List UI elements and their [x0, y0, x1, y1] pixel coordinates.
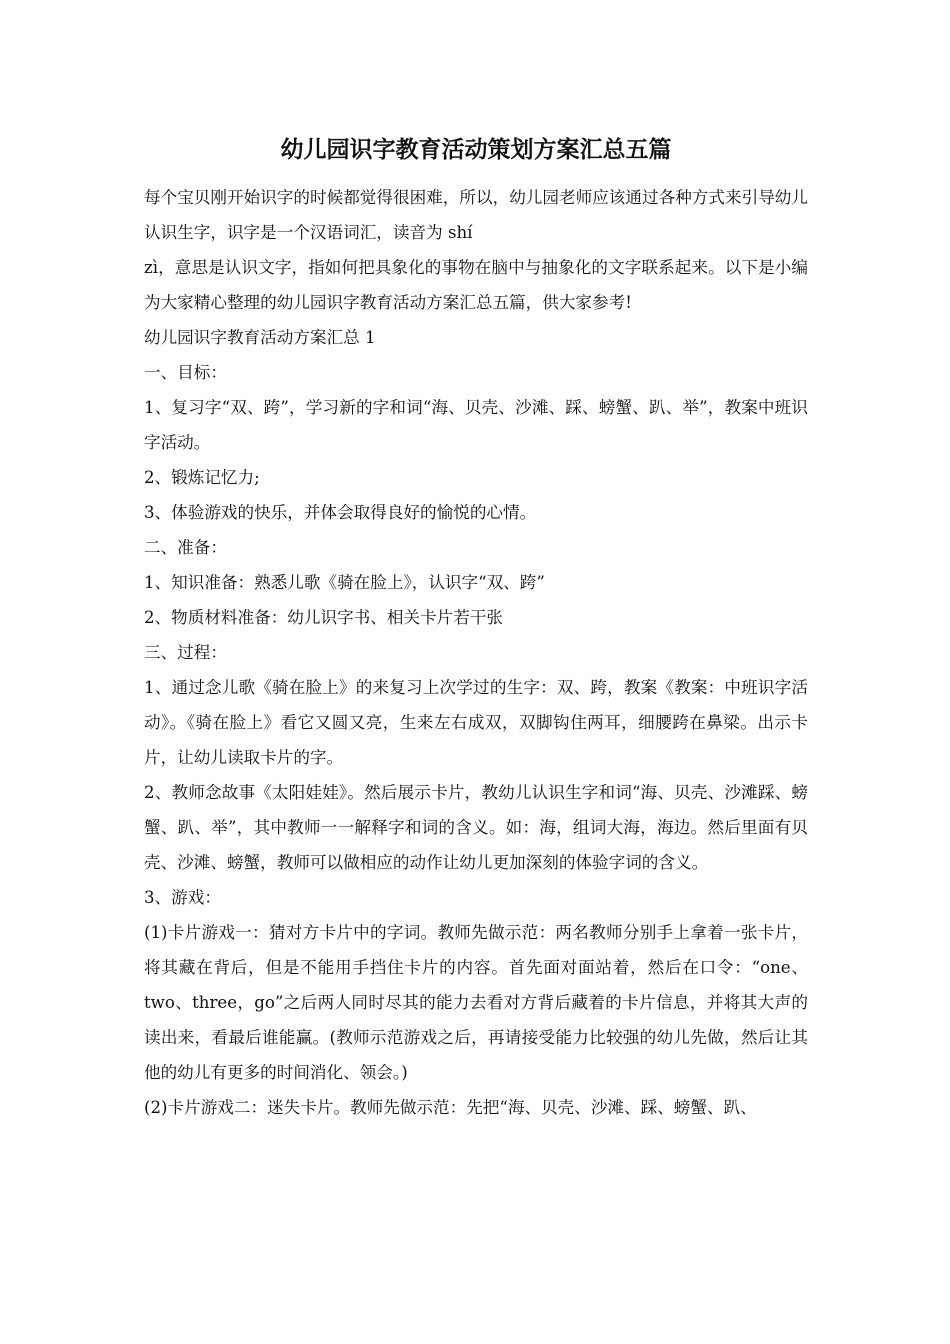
- process-heading: 三、过程：: [144, 643, 227, 662]
- preparation-heading: 二、准备：: [144, 538, 227, 557]
- section-heading: 幼儿园识字教育活动方案汇总 1: [144, 328, 376, 347]
- preparation-item-1: 1、知识准备：熟悉儿歌《骑在脸上》，认识字“双、跨”: [144, 573, 545, 592]
- goal-item-2: 2、锻炼记忆力;: [144, 468, 260, 487]
- document-title: 幼儿园识字教育活动策划方案汇总五篇: [280, 136, 672, 163]
- process-item-2: 2、教师念故事《太阳娃娃》。然后展示卡片，教幼儿认识生字和词“海、贝壳、沙滩踩、螃蟹、趴、举”，其中教师一一解释字和词的含义。如：海，组词大海，海边。然后里面有贝壳、沙滩、螃蟹，教师可以做相应的动作让幼儿更加深刻的体验字词的含义。: [144, 783, 808, 872]
- preparation-item-2: 2、物质材料准备：幼儿识字书、相关卡片若干张: [144, 608, 504, 627]
- intro-paragraph-2: zì，意思是认识文字，指如何把具象化的事物在脑中与抽象化的文字联系起来。以下是小编为大家精心整理的幼儿园识字教育活动方案汇总五篇，供大家参考!: [144, 258, 808, 312]
- goal-item-1: 1、复习字“双、跨”，学习新的字和词“海、贝壳、沙滩、踩、螃蟹、趴、举”，教案中班识字活动。: [144, 398, 808, 452]
- process-item-1: 1、通过念儿歌《骑在脸上》的来复习上次学过的生字：双、跨，教案《教案：中班识字活动》。《骑在脸上》看它又圆又亮，生来左右成双，双脚钩住两耳，细腰跨在鼻梁。出示卡片，让幼儿读取卡片的字。: [144, 678, 808, 767]
- intro-paragraph-1: 每个宝贝刚开始识字的时候都觉得很困难，所以，幼儿园老师应该通过各种方式来引导幼儿认识生字，识字是一个汉语词汇，读音为 shí: [144, 188, 808, 242]
- goals-heading: 一、目标：: [144, 363, 227, 382]
- document-body: [144, 132, 808, 1125]
- goal-item-3: 3、体验游戏的快乐，并体会取得良好的愉悦的心情。: [144, 503, 537, 522]
- game-one-paragraph: (1)卡片游戏一：猜对方卡片中的字词。教师先做示范：两名教师分别手上拿着一张卡片，将其藏在背后，但是不能用手挡住卡片的内容。首先面对面站着，然后在口令：“one、two、three，go”之后两人同时尽其的能力去看对方背后藏着的卡片信息，并将其大声的读出来，看最后谁能赢。(教师示范游戏之后，再请接受能力比较强的幼儿先做，然后让其他的幼儿有更多的时间消化、领会。): [144, 923, 808, 1082]
- process-item-3: 3、游戏：: [144, 888, 221, 907]
- game-two-paragraph: (2)卡片游戏二：迷失卡片。教师先做示范：先把“海、贝壳、沙滩、踩、螃蟹、趴、: [144, 1098, 757, 1117]
